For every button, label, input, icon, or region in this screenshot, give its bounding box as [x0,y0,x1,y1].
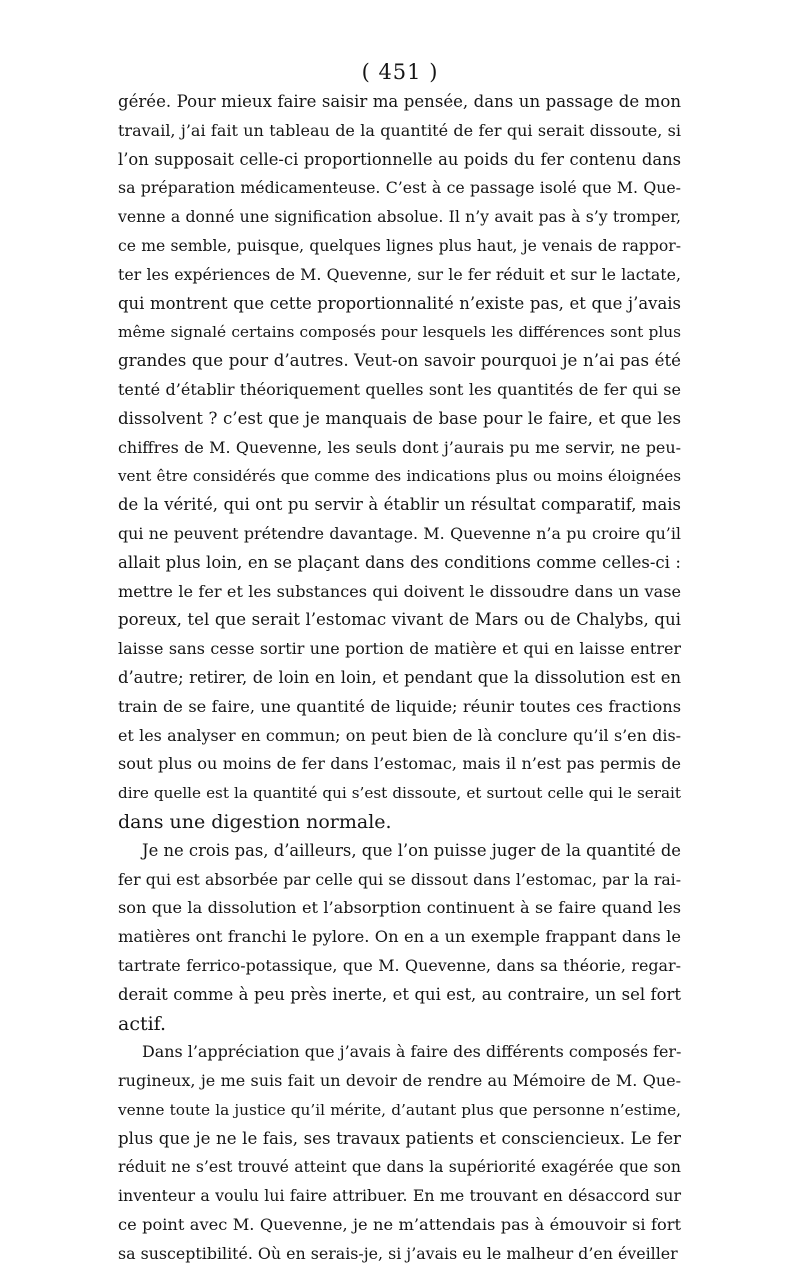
text-line: fer qui est absorbée par celle qui se dissout dans l’estomac, par la rai- [118,869,681,889]
text-line: gérée. Pour mieux faire saisir ma pensée, dans un passage de mon [118,92,681,111]
text-line: son que la dissolution et l’absorption continuent à se faire quand les [118,898,681,918]
text-line: Je ne crois pas, d’ailleurs, que l’on puisse juger de la quantité de [142,840,681,860]
text-line: allait plus loin, en se plaçant dans des conditions comme celles-ci : [118,552,681,572]
text-line: vent être considérés que comme des indications plus ou moins éloignées [118,467,681,486]
text-line: rugineux, je me suis fait un devoir de rendre au Mémoire de M. Que- [118,1071,681,1091]
body-text [118,88,681,1269]
text-line: chiffres de M. Quevenne, les seuls dont j’aurais pu me servir, ne peu- [118,437,681,457]
text-line: tartrate ferrico-potassique, que M. Quevenne, dans sa théorie, regar- [118,955,681,975]
text-line: ce me semble, puisque, quelques lignes plus haut, je venais de rappor- [118,236,681,255]
text-line: matières ont franchi le pylore. On en a un exemple frappant dans le [118,927,681,947]
text-line: dire quelle est la quantité qui s’est dissoute, et surtout celle qui le serait [118,784,681,803]
text-line: d’autre; retirer, de loin en loin, et pendant que la dissolution est en [118,667,681,687]
text-line: ter les expériences de M. Quevenne, sur le fer réduit et sur le lactate, [118,264,681,284]
text-line: actif. [118,1012,167,1035]
text-line: dans une digestion normale. [118,810,392,833]
text-line: laisse sans cesse sortir une portion de matière et qui en laisse entrer [118,639,681,659]
text-line: poreux, tel que serait l’estomac vivant de Mars ou de Chalybs, qui [118,610,681,630]
text-line: dissolvent ? c’est que je manquais de base pour le faire, et que les [118,408,681,428]
text-line: travail, j’ai fait un tableau de la quantité de fer qui serait dissoute, si [118,120,681,140]
text-line: derait comme à peu près inerte, et qui est, au contraire, un sel fort [118,984,681,1004]
text-line: venne toute la justice qu’il mérite, d’autant plus que personne n’estime, [118,1100,681,1119]
paragraph [118,1038,681,1268]
text-line: qui ne peuvent prétendre davantage. M. Quevenne n’a pu croire qu’il [118,523,681,543]
text-line: de la vérité, qui ont pu servir à établir un résultat comparatif, mais [118,495,681,515]
text-line: inventeur a voulu lui faire attribuer. En me trouvant en désaccord sur [118,1186,681,1206]
paragraph [118,837,681,1039]
text-line: même signalé certains composés pour lesquels les différences sont plus [118,323,681,342]
text-line: l’on supposait celle-ci proportionnelle au poids du fer contenu dans [118,149,681,169]
text-line: train de se faire, une quantité de liquide; réunir toutes ces fractions [118,696,681,716]
text-line: mettre le fer et les substances qui doivent le dissoudre dans un vase [118,581,681,601]
text-line: tenté d’établir théoriquement quelles sont les quantités de fer qui se [118,379,681,399]
text-line: sout plus ou moins de fer dans l’estomac, mais il n’est pas permis de [118,754,681,774]
text-line: sa susceptibilité. Où en serais-je, si j’avais eu le malheur d’en éveiller [118,1243,678,1263]
text-line: sa préparation médicamenteuse. C’est à ce passage isolé que M. Que- [118,178,681,198]
text-line: réduit ne s’est trouvé atteint que dans la supériorité exagérée que son [118,1158,681,1177]
page-number: ( 451 ) [361,60,439,84]
text-line: qui montrent que cette proportionnalité n’existe pas, et que j’avais [118,293,681,313]
text-line: Dans l’appréciation que j’avais à faire des différents composés fer- [142,1042,682,1062]
text-line: et les analyser en commun; on peut bien de là conclure qu’il s’en dis- [118,725,681,745]
text-line: ce point avec M. Quevenne, je ne m’attendais pas à émouvoir si fort [118,1215,681,1235]
text-line: grandes que pour d’autres. Veut-on savoir pourquoi je n’ai pas été [118,351,681,371]
paragraph [118,88,681,837]
text-line: plus que je ne le fais, ses travaux patients et consciencieux. Le fer [118,1128,681,1148]
text-line: venne a donné une signification absolue. Il n’y avait pas à s’y tromper, [118,207,681,227]
